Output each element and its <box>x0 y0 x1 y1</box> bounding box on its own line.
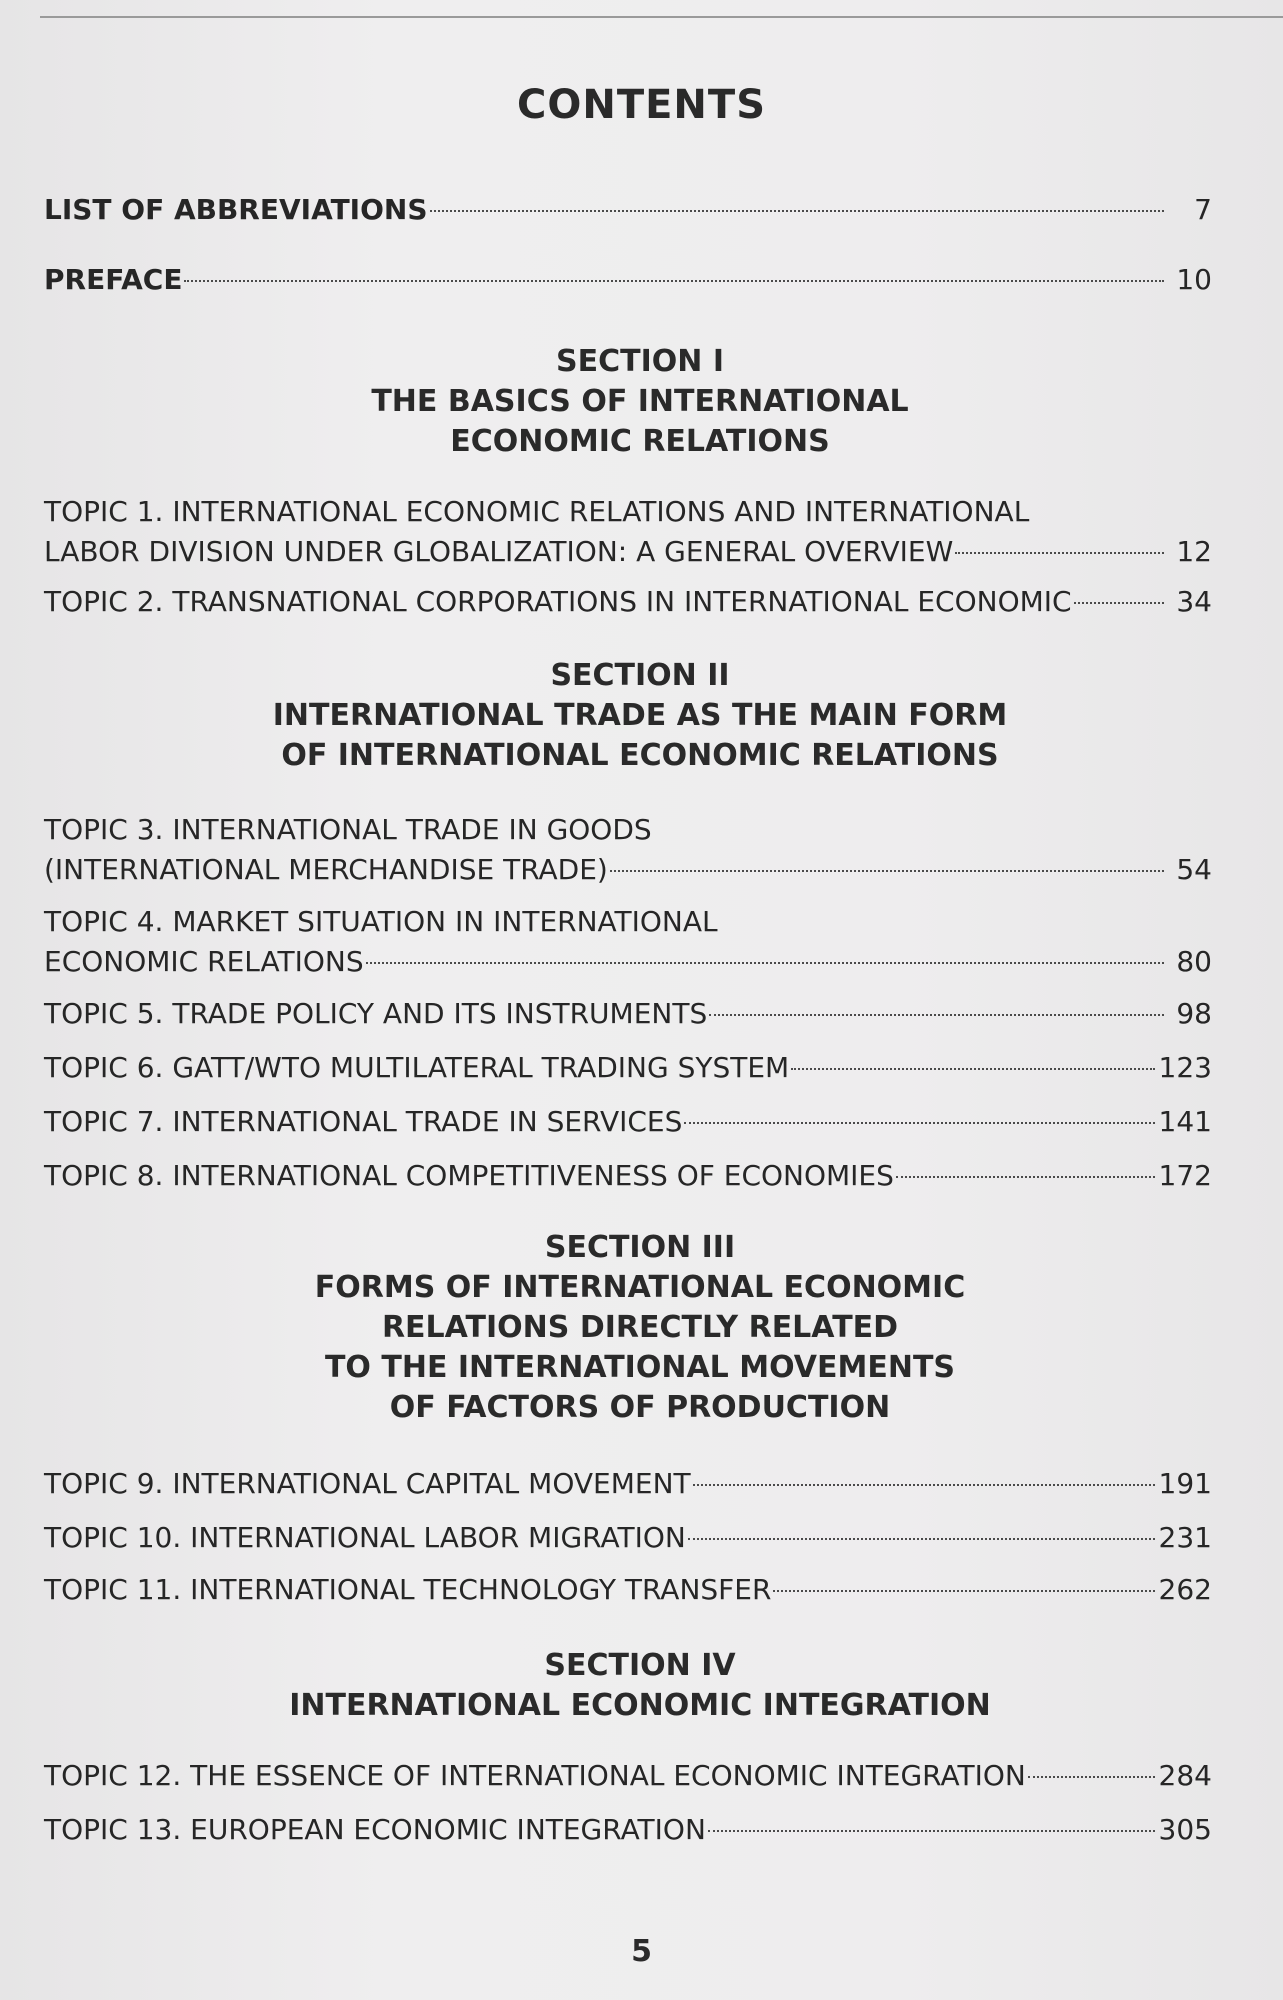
toc-page-number: 191 <box>1158 1467 1212 1500</box>
toc-entry-abbreviations[interactable] <box>44 190 1212 230</box>
section-heading <box>240 656 1040 776</box>
leader-dots <box>684 1122 1154 1124</box>
leader-dots <box>955 552 1164 554</box>
section-heading-line: INTERNATIONAL TRADE AS THE MAIN FORM <box>272 698 1008 733</box>
leader-dots <box>1028 1776 1155 1778</box>
toc-entry-topic-8[interactable] <box>44 1156 1212 1196</box>
leader-dots <box>610 870 1164 872</box>
toc-entry-label: TOPIC 1. INTERNATIONAL ECONOMIC RELATIONS AND INTERNATIONAL <box>44 495 1030 528</box>
section-heading <box>240 1646 1040 1726</box>
toc-page-number: 7 <box>1194 193 1212 226</box>
leader-dots <box>709 1014 1164 1016</box>
toc-entry-label: LABOR DIVISION UNDER GLOBALIZATION: A GENERAL OVERVIEW <box>44 535 954 568</box>
toc-page-number: 123 <box>1158 1051 1212 1084</box>
toc-page-number: 305 <box>1158 1813 1212 1846</box>
toc-entry-topic-7[interactable] <box>44 1102 1212 1142</box>
section-heading-line: FORMS OF INTERNATIONAL ECONOMIC <box>314 1270 966 1305</box>
toc-entry-label: TOPIC 9. INTERNATIONAL CAPITAL MOVEMENT <box>44 1467 691 1500</box>
toc-entry-topic-2[interactable] <box>44 582 1212 622</box>
toc-entry-topic-12[interactable] <box>44 1756 1212 1796</box>
toc-entry-preface[interactable] <box>44 260 1212 300</box>
toc-page-number: 54 <box>1176 853 1212 886</box>
toc-page-number: 284 <box>1158 1759 1212 1792</box>
section-heading-line: SECTION I <box>556 344 724 379</box>
toc-entry-label: TOPIC 12. THE ESSENCE OF INTERNATIONAL ECONOMIC INTEGRATION <box>44 1759 1026 1792</box>
section-heading-line: RELATIONS DIRECTLY RELATED <box>381 1310 899 1345</box>
toc-entry-topic-1[interactable] <box>44 492 1212 572</box>
toc-entry-label: (INTERNATIONAL MERCHANDISE TRADE) <box>44 853 608 886</box>
section-heading-line: SECTION III <box>544 1230 736 1265</box>
toc-entry-label: ECONOMIC RELATIONS <box>44 945 364 978</box>
section-heading <box>240 342 1040 462</box>
toc-page-number: 34 <box>1176 585 1212 618</box>
leader-dots <box>708 1830 1155 1832</box>
toc-page-number: 12 <box>1176 535 1212 568</box>
toc-page-number: 172 <box>1158 1159 1212 1192</box>
toc-page-number: 231 <box>1158 1521 1212 1554</box>
header-rule <box>40 16 1283 18</box>
toc-page-number: 10 <box>1176 263 1212 296</box>
toc-page-number: 141 <box>1158 1105 1212 1138</box>
section-heading <box>240 1228 1040 1428</box>
leader-dots <box>791 1068 1154 1070</box>
toc-page-number: 98 <box>1176 997 1212 1030</box>
toc-entry-topic-5[interactable] <box>44 994 1212 1034</box>
toc-entry-label: TOPIC 8. INTERNATIONAL COMPETITIVENESS OF ECONOMIES <box>44 1159 894 1192</box>
leader-dots <box>896 1176 1155 1178</box>
contents-title: CONTENTS <box>516 82 766 128</box>
toc-entry-label: TOPIC 2. TRANSNATIONAL CORPORATIONS IN INTERNATIONAL ECONOMIC <box>44 585 1072 618</box>
section-heading-line: SECTION II <box>550 658 730 693</box>
section-heading-line: THE BASICS OF INTERNATIONAL <box>371 384 909 419</box>
leader-dots <box>430 210 1165 212</box>
toc-entry-topic-9[interactable] <box>44 1464 1212 1504</box>
toc-entry-label: TOPIC 4. MARKET SITUATION IN INTERNATIONAL <box>44 905 718 938</box>
section-heading-line: INTERNATIONAL ECONOMIC INTEGRATION <box>289 1688 991 1723</box>
section-heading-line: OF FACTORS OF PRODUCTION <box>389 1390 891 1425</box>
toc-entry-topic-13[interactable] <box>44 1810 1212 1850</box>
toc-entry-label: TOPIC 5. TRADE POLICY AND ITS INSTRUMENTS <box>44 997 708 1030</box>
page-number: 5 <box>631 1934 652 1969</box>
toc-entry-label: TOPIC 6. GATT/WTO MULTILATERAL TRADING SYSTEM <box>44 1051 790 1084</box>
section-heading-line: SECTION IV <box>544 1648 736 1683</box>
leader-dots <box>1074 602 1164 604</box>
toc-entry-label: PREFACE <box>44 263 183 296</box>
toc-entry-label: TOPIC 13. EUROPEAN ECONOMIC INTEGRATION <box>44 1813 706 1846</box>
leader-dots <box>184 280 1164 282</box>
toc-entry-label: TOPIC 7. INTERNATIONAL TRADE IN SERVICES <box>44 1105 683 1138</box>
section-heading-line: OF INTERNATIONAL ECONOMIC RELATIONS <box>281 738 999 773</box>
section-heading-line: TO THE INTERNATIONAL MOVEMENTS <box>324 1350 956 1385</box>
toc-entry-label: TOPIC 11. INTERNATIONAL TECHNOLOGY TRANSFER <box>44 1573 772 1606</box>
leader-dots <box>773 1590 1154 1592</box>
toc-entry-topic-6[interactable] <box>44 1048 1212 1088</box>
leader-dots <box>693 1484 1155 1486</box>
toc-entry-label: LIST OF ABBREVIATIONS <box>44 193 428 226</box>
leader-dots <box>688 1538 1155 1540</box>
section-heading-line: ECONOMIC RELATIONS <box>450 424 830 459</box>
toc-entry-label: TOPIC 10. INTERNATIONAL LABOR MIGRATION <box>44 1521 686 1554</box>
toc-entry-topic-11[interactable] <box>44 1570 1212 1610</box>
toc-entry-topic-3[interactable] <box>44 810 1212 890</box>
toc-entry-topic-4[interactable] <box>44 902 1212 982</box>
toc-page-number: 262 <box>1158 1573 1212 1606</box>
toc-entry-topic-10[interactable] <box>44 1518 1212 1558</box>
leader-dots <box>366 962 1164 964</box>
toc-page-number: 80 <box>1176 945 1212 978</box>
toc-entry-label: TOPIC 3. INTERNATIONAL TRADE IN GOODS <box>44 813 652 846</box>
